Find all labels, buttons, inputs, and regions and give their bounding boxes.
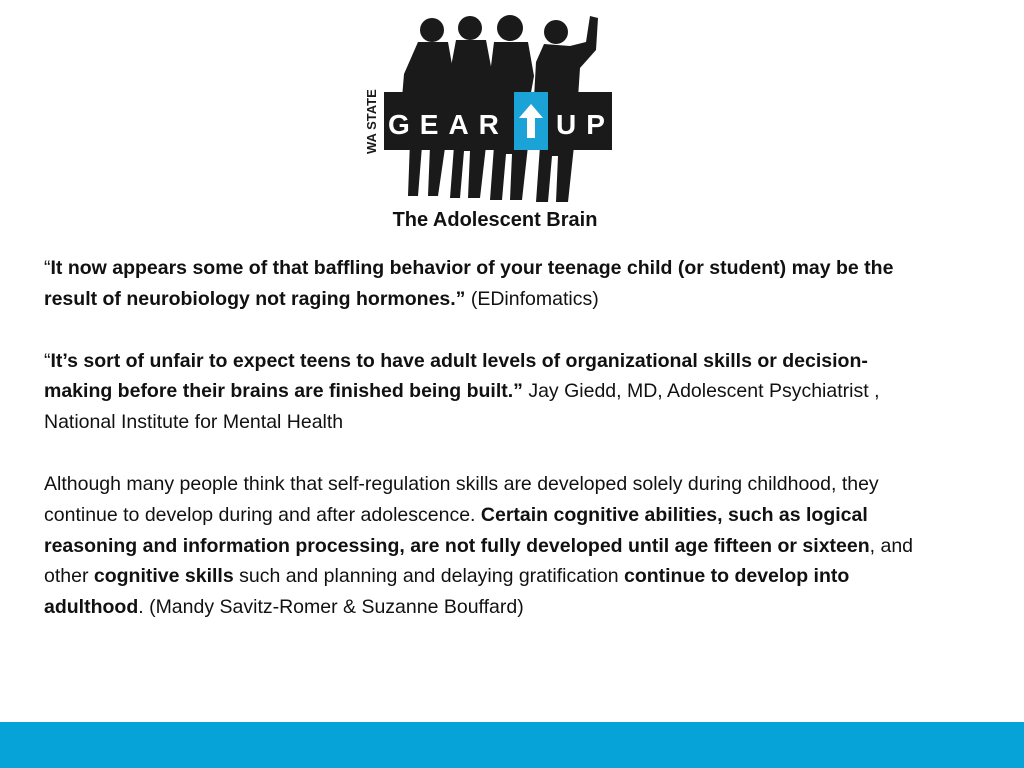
spacer [44, 315, 934, 346]
quote-source: (EDinfomatics) [465, 287, 599, 310]
paragraph-text: Although many people think that self-regulation skills are developed solely during childhood, they continue to develop during and after adolescence. [44, 472, 879, 526]
paragraph-text: such and planning and delaying gratification [233, 565, 624, 588]
footer-band [0, 722, 1024, 768]
gear-up-logo [358, 6, 616, 206]
paragraph-emphasis: continue to develop into adulthood [44, 565, 850, 619]
logo-gear-text: GEAR [388, 109, 509, 140]
paragraph-emphasis: cognitive skills [93, 565, 234, 588]
quote-source: Jay Giedd, MD, Adolescent Psychiatrist , National Institute for Mental Health [44, 380, 880, 434]
paragraph-emphasis: Certain cognitive abilities, such as logical reasoning and information processing, are not fully developed until age fifteen or sixteen [44, 503, 870, 557]
quote-open-mark: “ [44, 257, 51, 279]
spacer [44, 438, 934, 469]
quote-edinfomatics [44, 253, 934, 315]
logo-state-label: WA STATE [364, 89, 379, 154]
quote-text: It now appears some of that baffling behavior of your teenage child (or student) may be the result of neurobiology not raging hormones.” [44, 257, 894, 310]
page-title: The Adolescent Brain [392, 209, 598, 231]
quote-open-mark: “ [44, 349, 51, 372]
self-regulation-paragraph [44, 469, 934, 623]
paragraph-text: , and other [44, 534, 914, 588]
paragraph-text: . (Mandy Savitz-Romer & Suzanne Bouffard) [138, 596, 524, 619]
logo-up-text: UP [556, 109, 615, 140]
quote-text: It’s sort of unfair to expect teens to have adult levels of organizational skills or decision-making before their brains are finished being built.” [44, 349, 868, 403]
quote-giedd [44, 346, 934, 438]
slide-content [44, 253, 934, 623]
